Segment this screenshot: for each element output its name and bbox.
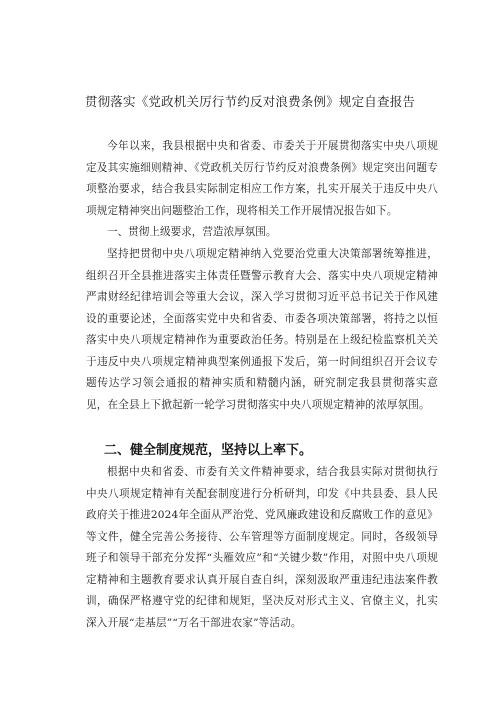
section-2-paragraph: 根据中央和省委、市委有关文件精神要求，结合我县实际对贯彻执行中央八项规定精神有关配套制度进行分析研判，印发《中共县委、县人民政府关于推进2024年全面从严治党、党风廉政建设和反腐败工作的意见》等文件，健全完善公务接待、公车管理等方面制度规定。同时，各级领导班子和领导干部充分发挥“头雁效应”和“关键少数”作用，对照中央八项规定精神和主题教育要求认真开展自查自纠，深刻汲取严重违纪违法案件教训，确保严格遵守党的纪律和规矩，坚决反对形式主义、官僚主义，扎实深入开展“走基层”“万名干部进农家”等活动。 (86, 466, 438, 629)
document-title: 贯彻落实《党政机关厉行节约反对浪费条例》规定自查报告 (84, 94, 416, 109)
section-1-paragraph: 坚持把贯彻中央八项规定精神纳入党要治党重大决策部署统筹推进，组织召开全县推进落实主体责任暨警示教育大会、落实中央八项规定精神严肃财经纪律培训会等重大会议，深入学习贯彻习近平总书记关于作风建设的重要论述，全面落实党中央和省委、市委各项决策部署，将持之以恒落实中央八项规定精神作为重要政治任务。特别是在上级纪检监察机关关于违反中央八项规定精神典型案例通报下发后，第一时间组织召开会议专题传达学习领会通报的精神实质和精髓内涵，研究制定我县贯彻落实意见，在全县上下掀起新一轮学习贯彻落实中央八项规定精神的浓厚氛围。 (86, 248, 438, 411)
section-2-heading: 二、健全制度规范，坚持以上率下。 (104, 443, 313, 458)
section-1-heading: 一、贯彻上级要求，营造浓厚氛围。 (107, 226, 277, 238)
intro-paragraph: 今年以来，我县根据中央和省委、市委关于开展贯彻落实中央八项规定及其实施细则精神、《党政机关厉行节约反对浪费条例》规定突出问题专项整治要求，结合我县实际制定相应工作方案，扎实开展关于违反中央八项规定精神突出问题整治工作，现将相关工作开展情况报告如下。 (86, 140, 438, 217)
